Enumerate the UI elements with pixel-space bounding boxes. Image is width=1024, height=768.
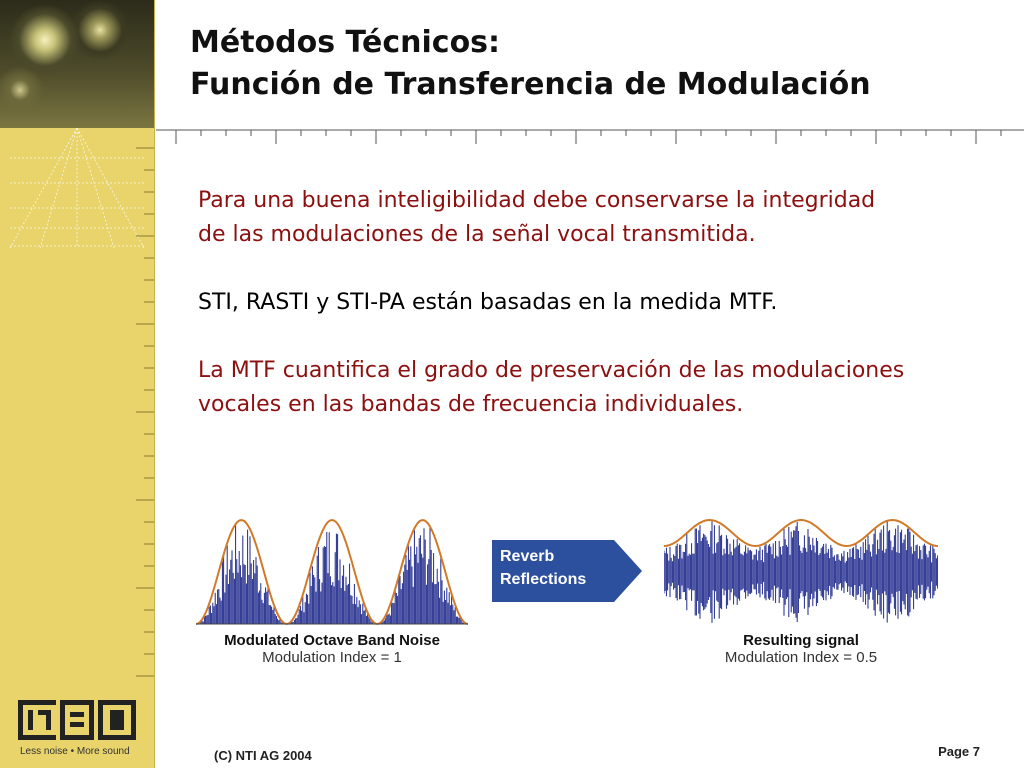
left-plot-caption: [196, 632, 468, 666]
noise-bars-left: [196, 525, 467, 624]
perspective-grid-graphic: [0, 128, 154, 268]
left-plot-title: Modulated Octave Band Noise: [224, 632, 440, 649]
header-photo: [0, 0, 154, 128]
slide-title: [190, 22, 1020, 106]
arrow-label: [500, 545, 610, 591]
logo-tagline: Less noise • More sound: [20, 746, 130, 757]
right-plot-subtitle: Modulation Index = 0.5: [724, 649, 878, 666]
left-plot-subtitle: Modulation Index = 1: [262, 649, 402, 666]
nti-logo: [18, 700, 136, 748]
right-plot-caption: [664, 632, 938, 666]
paragraph-mtf: La MTF cuantifica el grado de preservación de las modulaciones vocales en las bandas de frecuencia individuales.: [198, 358, 905, 417]
horizontal-ruler: [156, 124, 1024, 148]
noise-bars-right: [664, 521, 938, 623]
paragraph-intelligibility: Para una buena inteligibilidad debe conservarse la integridad de las modulaciones de la señal vocal transmitida.: [198, 188, 876, 247]
sidebar: [0, 0, 155, 768]
page-number: Page 7: [938, 744, 980, 759]
body-text: [198, 184, 908, 456]
arrow-label-line-2: Reflections: [500, 571, 587, 588]
arrow-label-line-1: Reverb: [500, 548, 555, 565]
resulting-signal-plot: [664, 512, 938, 630]
right-plot-title: Resulting signal: [743, 632, 859, 649]
title-line-2: Función de Transferencia de Modulación: [190, 67, 871, 102]
modulated-noise-plot: [196, 512, 468, 630]
vertical-ruler: [134, 128, 154, 688]
title-line-1: Métodos Técnicos:: [190, 25, 501, 60]
copyright: (C) NTI AG 2004: [214, 748, 312, 763]
paragraph-sti-methods: STI, RASTI y STI-PA están basadas en la medida MTF.: [198, 290, 778, 315]
